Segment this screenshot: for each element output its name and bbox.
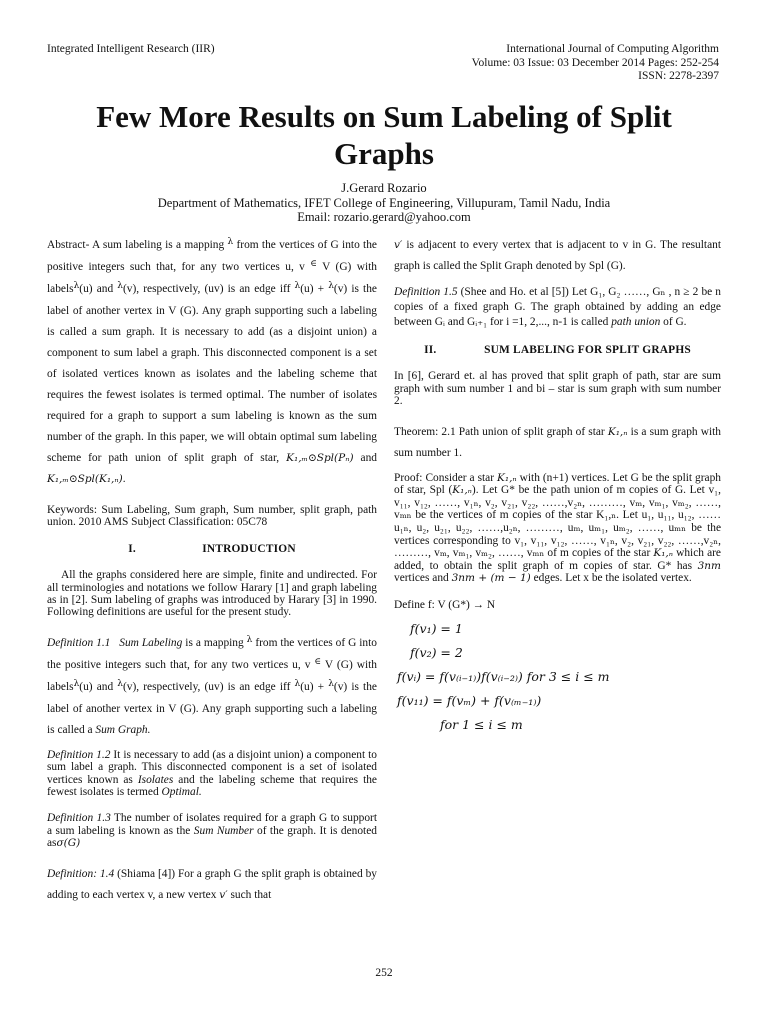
lambda-symbol: λ <box>328 281 334 291</box>
equation-line: f(vᵢ) = f(v₍ᵢ₋₁₎)f(v₍ᵢ₋₂₎) for 3 ≤ i ≤ m <box>397 669 610 685</box>
element-of-symbol: ∈ <box>310 259 317 269</box>
intro-paragraph: All the graphs considered here are simple, finite and undirected. For all terminologies and notations we follow Harary [1] and graph labeling as in [2]. Sum labeling of graphs was introduced by Harary [3] in 1990. Following definitions are useful for the present study. <box>47 569 377 619</box>
keywords: Keywords: Sum Labeling, Sum graph, Sum number, split graph, path union. 2010 AMS Subject Classification: 05C78 <box>47 504 377 529</box>
star-math: K₁,ₙ <box>607 425 628 438</box>
function-definition: Define f: V (G*) → N <box>394 598 496 611</box>
element-of-symbol: ∈ <box>314 656 322 667</box>
section-heading-introduction: I. INTRODUCTION <box>128 542 296 555</box>
star-math: K₁,ₙ <box>452 484 472 497</box>
author-block <box>60 181 708 225</box>
paper-title: Few More Results on Sum Labeling of Split Graphs <box>96 99 672 171</box>
header-right-line: International Journal of Computing Algorithm <box>506 43 719 55</box>
edge-count-math: 3nm + (m − 1) <box>451 572 531 585</box>
equation-line: f(v₂) = 2 <box>410 645 463 661</box>
lambda-symbol: λ <box>328 678 334 689</box>
equation-line: for 1 ≤ i ≤ m <box>440 717 523 733</box>
abstract: Abstract- A sum labeling is a mapping $^\lambda$ from the vertices of G into the positive integers such that, for any two vertices u, v ∈ V (G) with labels$^\lambda$(u) and $^\lambda$(v), respectively, (uv) is an edge iff $^\lambda$(u) + $^\lambda$(v) is the label of another vertex in V (G). Any graph supporting such a labeling is called a sum graph. It is necessary to add (as a disjoint union) a component to sum label a graph. This disconnected component is a set of isolated vertices known as isolates and the labeling scheme that requires the fewest isolates is termed optimal. The number of isolates required for a graph to support a sum labeling is known as the sum number of the graph. In this paper, we will obtain optimal sum labeling scheme for path union of split graph of star, K₁,ₘ⊙Spl(Pₙ) and K₁,ₘ⊙Spl(K₁,ₙ). <box>47 237 377 485</box>
header-journal-left: Integrated Intelligent Research (IIR) <box>47 43 215 55</box>
v-prime-math: v′ <box>394 239 403 251</box>
proof-paragraph: Proof: Consider a star K₁,ₙ with (n+1) vertices. Let G be the split graph of star, Spl (K₁,ₙ). Let G* be the path union of m copies of G. Let v₁, v₁₁, v₁₂, ……, v₁ₙ, v₂, v₂₁, v₂₂, ……,v₂ₙ, ………, vₘ, vₘ₁, vₘ₂, ……, vₘₙ be the vertices of m copies of the star K₁,ₙ. Let u₁, u₁₁, u₁₂, ……u₁ₙ, u₂, u₂₁, u₂₂, ……,u₂ₙ, ………, uₘ, uₘ₁, uₘ₂, ……, uₘₙ be the vertices corresponding to v₁, v₁₁, v₁₂, ……, v₁ₙ, v₂, v₂₁, v₂₂, ……,v₂ₙ, ………, vₘ, vₘ₁, vₘ₂, ……, vₘₙ of m copies of the star K₁,ₙ which are added, to obtain the split graph of m copies of star. G* has 3nm vertices and 3nm + (m − 1) edges. Let x be the isolated vertex. <box>394 471 722 585</box>
lambda-symbol: λ <box>246 634 253 645</box>
definition-1-4-continued: v′ is adjacent to every vertex that is adjacent to v in G. The resultant graph is called the Split Graph denoted by Spl (G). <box>394 239 721 272</box>
page-number: 252 <box>375 967 393 979</box>
lambda-symbol: λ <box>294 678 301 689</box>
right-column <box>394 235 721 737</box>
star-math: K₁,ₙ <box>497 471 517 484</box>
definition-1-4: Definition: 1.4 (Shiama [4]) For a graph G the split graph is obtained by adding to each vertex v, a new vertex v′ such that <box>47 867 377 901</box>
vertex-count-math: 3nm <box>697 559 721 572</box>
definition-1-1: Definition 1.1 Sum Labeling is a mapping $^\lambda$ from the vertices of G into the positive integers such that, for any two vertices u, v ∈ V (G) with labels$^\lambda$(u) and $^\lambda$(v), respectively, (uv) is an edge iff $^\lambda$(u) + $^\lambda$(v) is the label of another vertex in V (G). Any graph supporting such a labeling is called a Sum Graph. <box>47 634 378 736</box>
lambda-symbol: λ <box>227 237 234 247</box>
star-math: K₁,ₙ <box>653 547 674 560</box>
abstract-math-1: K₁,ₘ⊙Spl(Pₙ) <box>286 452 354 464</box>
left-column <box>47 235 377 906</box>
theorem-2-1: Theorem: 2.1 Path union of split graph of star K₁,ₙ is a sum graph with sum number 1. <box>394 425 721 459</box>
author-affiliation: Department of Mathematics, IFET College of Engineering, Villupuram, Tamil Nadu, India <box>157 195 611 210</box>
author-name: J.Gerard Rozario <box>341 181 427 195</box>
equation-line: f(v₁) = 1 <box>410 621 463 637</box>
equation-block <box>394 617 721 737</box>
abstract-math-2: K₁,ₘ⊙Spl(K₁,ₙ) <box>47 473 123 485</box>
v-prime-math: v′ <box>219 888 228 901</box>
author-email: Email: rozario.gerard@yahoo.com <box>297 210 471 224</box>
paragraph-gerard: In [6], Gerard et. al has proved that split graph of path, star are sum graph with sum number 1 and bi – star is sum graph with sum number 2. <box>394 370 721 408</box>
section-heading-sum-labeling: II. SUM LABELING FOR SPLIT GRAPHS <box>424 344 691 356</box>
header-right-line: Volume: 03 Issue: 03 December 2014 Pages: 252-254 <box>471 56 719 69</box>
definition-1-2: Definition 1.2 It is necessary to add (as a disjoint union) a component to sum label a graph. This disconnected component is a set of isolated vertices known as Isolates and the labeling scheme that requires the fewest isolates is termed Optimal. <box>47 748 377 799</box>
lambda-symbol: λ <box>73 281 80 291</box>
lambda-symbol: λ <box>73 678 80 689</box>
definition-1-3: Definition 1.3 The number of isolates required for a graph G to support a sum labeling is known as the Sum Number of the graph. It is denoted asσ(G) <box>47 812 377 850</box>
header-right-line: ISSN: 2278-2397 <box>638 70 719 82</box>
lambda-symbol: λ <box>117 678 123 689</box>
equation-line: f(v₁₁) = f(vₘ) + f(v₍ₘ₋₁₎) <box>397 693 542 709</box>
lambda-symbol: λ <box>294 281 301 291</box>
header-journal-right <box>472 43 719 84</box>
definition-1-5: Definition 1.5 (Shee and Ho. et al [5]) Let G₁, G₂ ……, Gₙ , n ≥ 2 be n copies of a fixed graph G. The graph obtained by adding an edge between Gᵢ and Gᵢ₊₁ for i =1, 2,..., n-1 is called path union of G. <box>394 286 721 328</box>
sigma-math: σ(G) <box>56 837 81 850</box>
lambda-symbol: λ <box>117 281 123 291</box>
